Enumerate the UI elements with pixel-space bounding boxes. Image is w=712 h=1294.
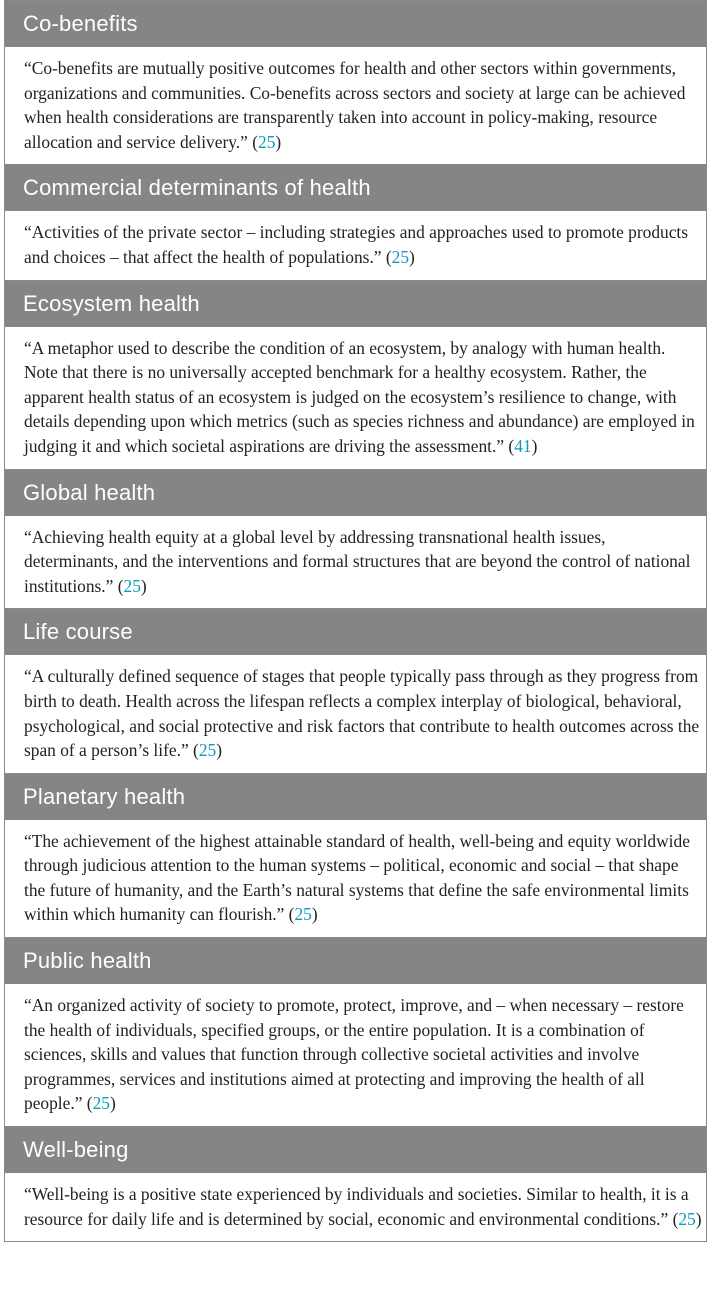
definition-text: “Activities of the private sector – including strategies and approaches used to promote products and choices – that affect the health of populations.” (25) xyxy=(24,222,689,267)
term-heading: Public health xyxy=(5,938,706,984)
definition-text: “A culturally defined sequence of stages that people typically pass through as they progress from birth to death. Health across the lifespan reflects a complex interplay of biological, behavioral, psychological, and social protective and risk factors that contribute to health outcomes across the span of a person’s life.” (25) xyxy=(24,666,700,761)
glossary-table xyxy=(4,0,707,1242)
definition-text: “Achieving health equity at a global level by addressing transnational health issues, determinants, and the interventions and formal structures that are beyond the control of national institutions.” (25) xyxy=(24,526,691,596)
citation-link[interactable]: 25 xyxy=(391,246,410,267)
definition-text: “Co-benefits are mutually positive outcomes for health and other sectors within governments, organizations and communities. Co-benefits across sectors and society at large can be achieved when health considerations are transparently taken into account in policy-making, resource allocation and service delivery.” (25) xyxy=(24,58,686,152)
table-row xyxy=(5,1126,706,1241)
citation-link[interactable]: 25 xyxy=(294,904,312,925)
citation-link[interactable]: 25 xyxy=(678,1208,696,1229)
citation-link[interactable]: 41 xyxy=(514,435,532,456)
table-row xyxy=(5,937,706,1126)
definition-text: “The achievement of the highest attainable standard of health, well-being and equity worldwide through judicious attention to the human systems – political, economic and social – that shape the future of humanity, and the Earth’s natural systems that define the safe environmental limits within which humanity can flourish.” (25) xyxy=(24,830,690,925)
citation-link[interactable]: 25 xyxy=(258,131,276,152)
table-row xyxy=(5,280,706,469)
table-row xyxy=(5,608,706,772)
table-row xyxy=(5,0,706,164)
table-row xyxy=(5,164,706,279)
term-heading: Co-benefits xyxy=(5,1,706,47)
citation-link[interactable]: 25 xyxy=(123,575,141,596)
term-heading: Commercial determinants of health xyxy=(5,165,706,211)
citation-link[interactable]: 25 xyxy=(92,1093,110,1114)
term-heading: Global health xyxy=(5,470,706,516)
term-heading: Life course xyxy=(5,609,706,655)
definition-text: “A metaphor used to describe the condition of an ecosystem, by analogy with human health. Note that there is no universally accepted benchmark for a healthy ecosystem. Rather, the apparent health status of an ecosystem is judged on the ecosystem’s resilience to change, with details depending upon which metrics (such as species richness and abundance) are employed in judging it and which societal aspirations are driving the assessment.” (41) xyxy=(24,337,695,456)
term-heading: Ecosystem health xyxy=(5,281,706,327)
table-row xyxy=(5,773,706,937)
term-heading: Well-being xyxy=(5,1127,706,1173)
table-row xyxy=(5,469,706,609)
definition-text: “Well-being is a positive state experienced by individuals and societies. Similar to health, it is a resource for daily life and is determined by social, economic and environmental conditions.” (25) xyxy=(24,1184,702,1229)
citation-link[interactable]: 25 xyxy=(198,740,217,761)
term-heading: Planetary health xyxy=(5,774,706,820)
definition-text: “An organized activity of society to promote, protect, improve, and – when necessary – restore the health of individuals, specified groups, or the entire population. It is a combination of sciences, skills and values that function through collective societal activities and involve programmes, services and institutions aimed at protecting and improving the health of all people.” (25) xyxy=(24,995,684,1114)
